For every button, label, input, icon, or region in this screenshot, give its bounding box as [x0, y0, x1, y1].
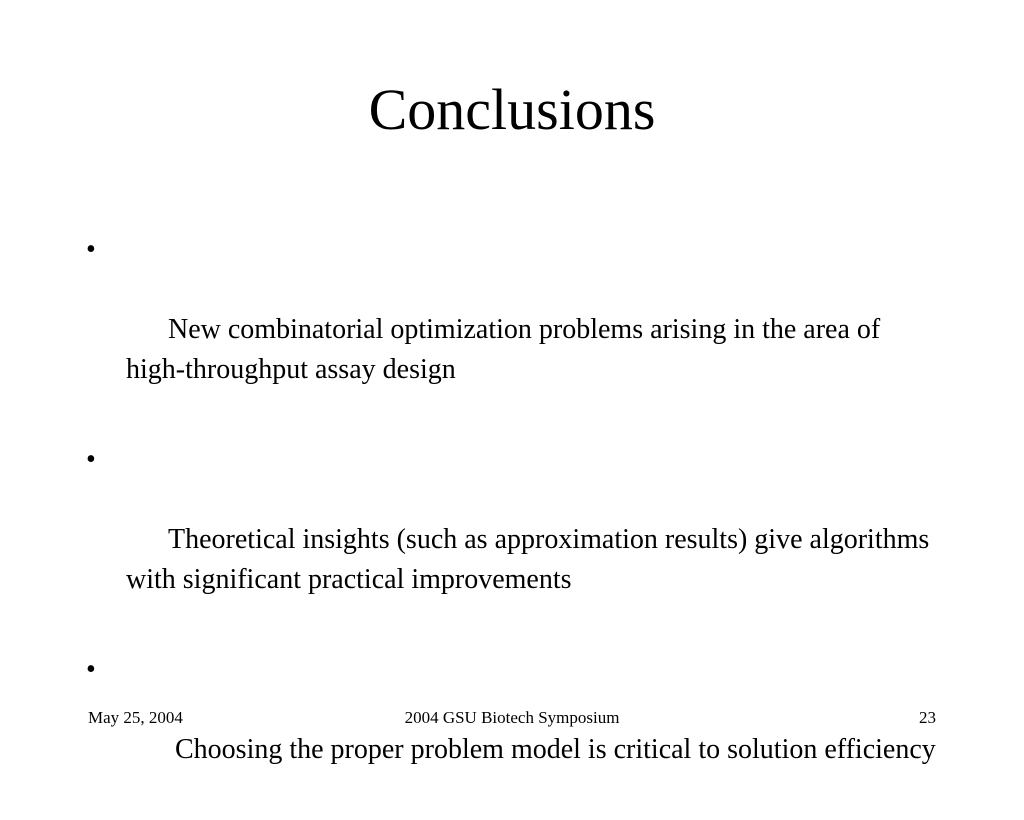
footer-page-number: 23 [919, 708, 936, 727]
bullet-text: Theoretical insights (such as approximation results) give algorithms with significant practical improvements [126, 524, 937, 595]
bullet-list [86, 230, 936, 820]
footer-event: 2004 GSU Biotech Symposium [404, 708, 620, 727]
bullet-item [86, 650, 936, 810]
bullet-text: New combinatorial optimization problems arising in the area of high-throughput assay design [126, 314, 888, 385]
bullet-text: Choosing the proper problem model is critical to solution efficiency [168, 734, 936, 765]
footer-date: May 25, 2004 [88, 708, 183, 727]
bullet-item [86, 230, 936, 430]
bullet-icon: • [86, 444, 96, 475]
bullet-icon: • [86, 234, 96, 265]
slide-title: Conclusions [368, 77, 656, 142]
bullet-item [86, 440, 936, 640]
bullet-icon: • [86, 654, 96, 685]
